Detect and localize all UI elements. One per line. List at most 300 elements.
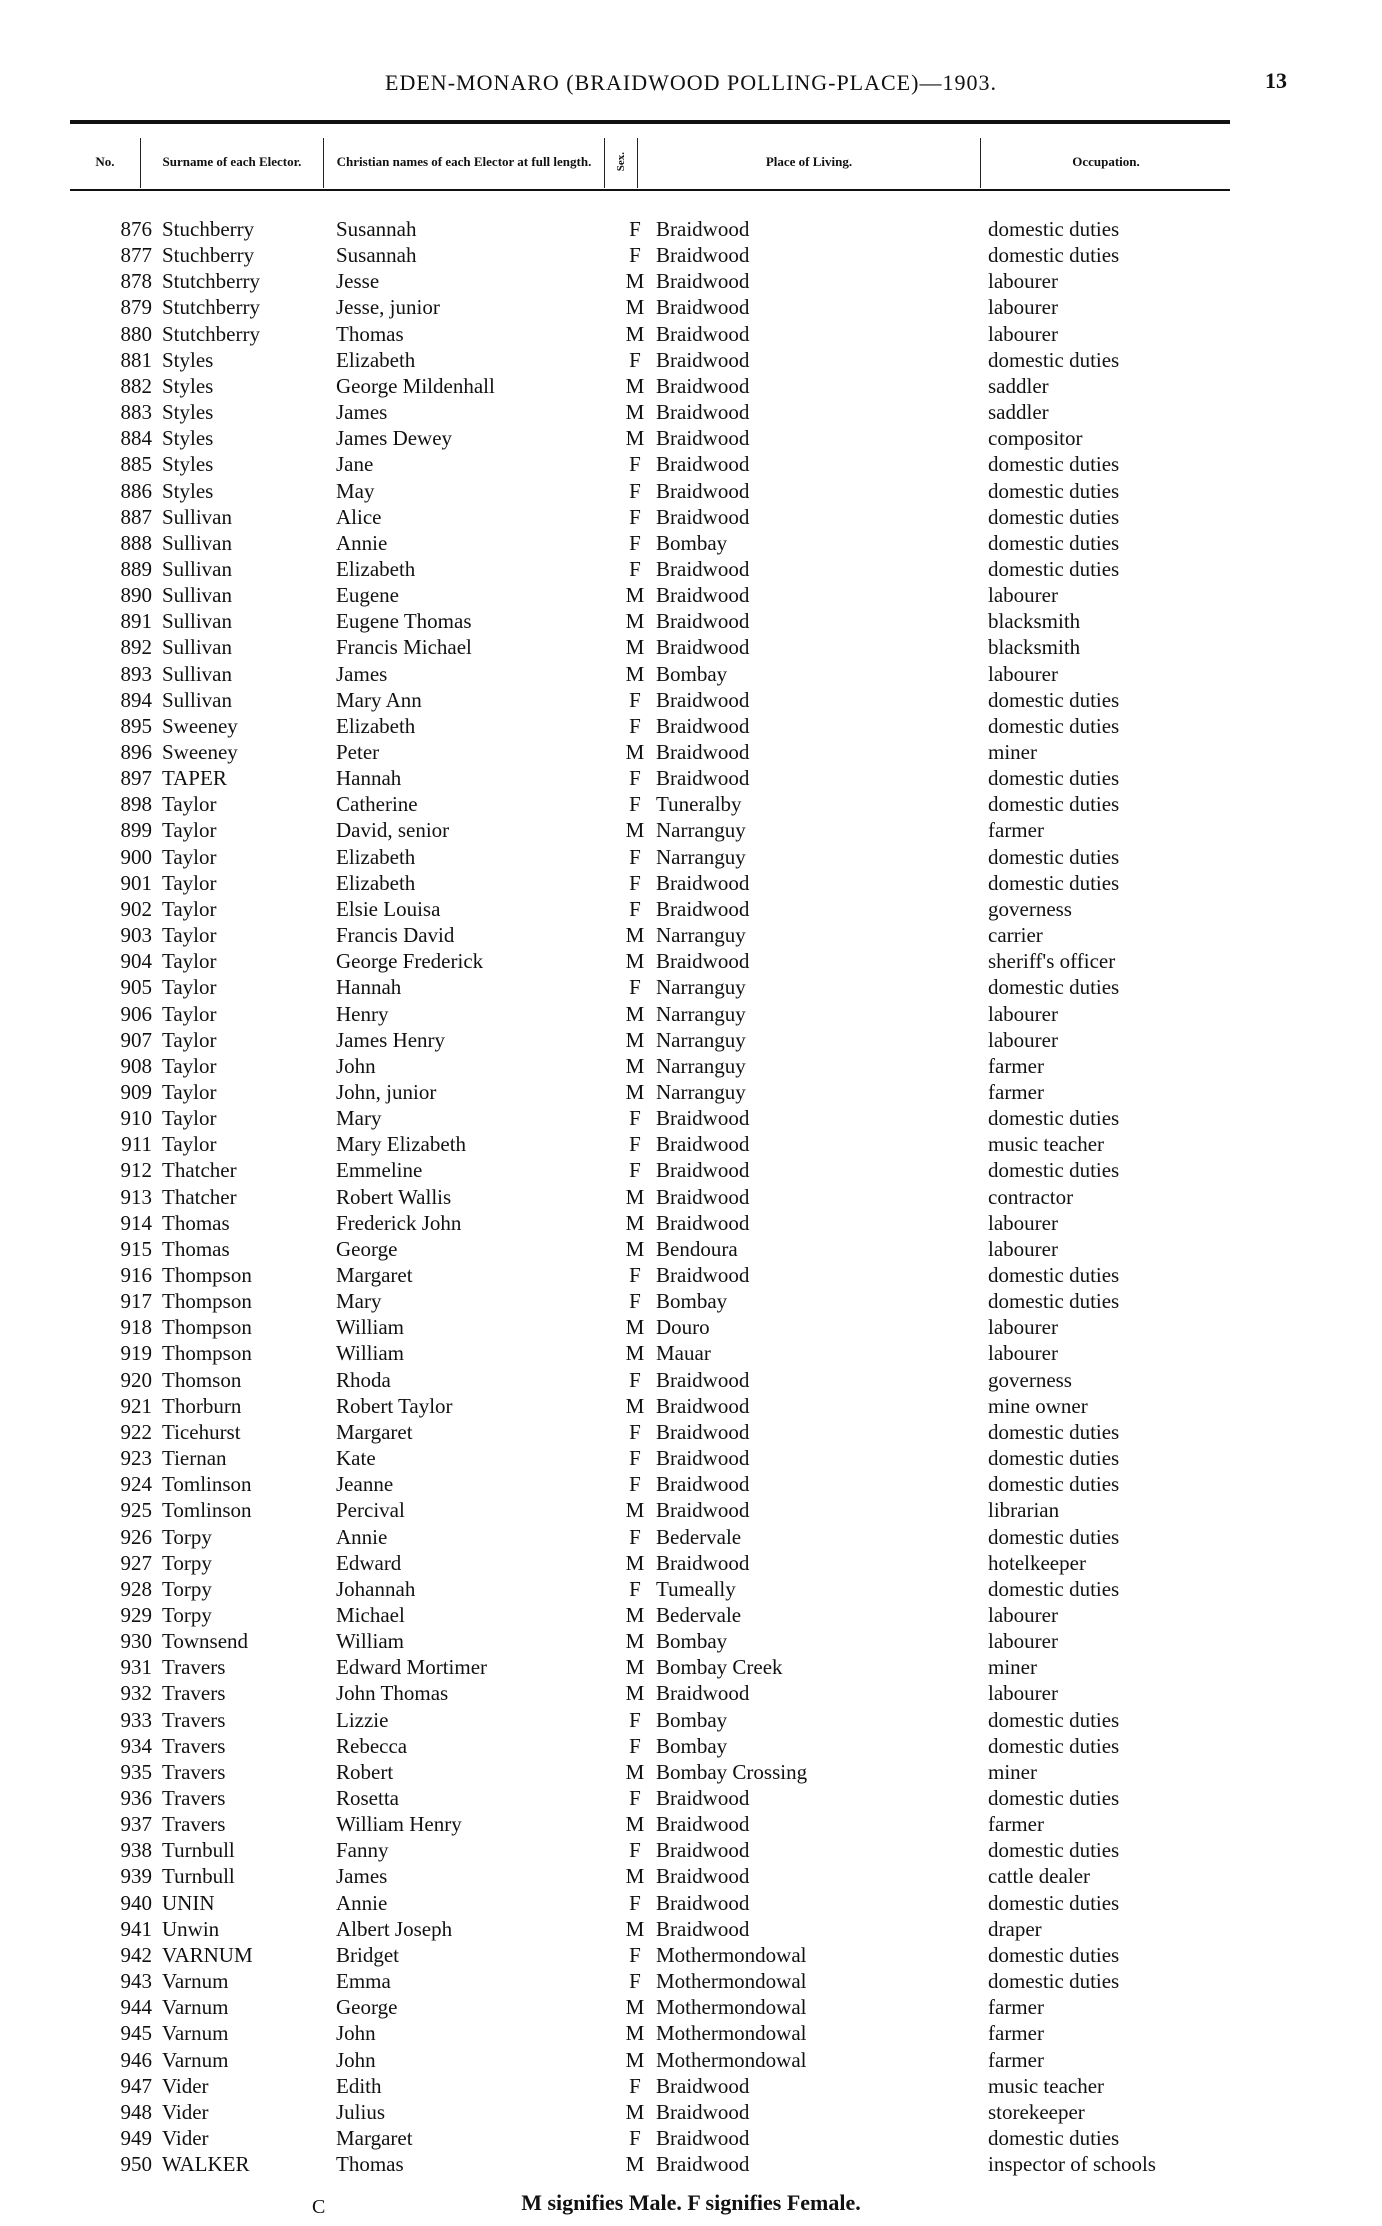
elector-sex: F (629, 687, 641, 712)
elector-occupation: domestic duties (988, 1942, 1120, 1967)
table-row (0, 268, 1382, 294)
table-row (0, 1863, 1382, 1889)
elector-christian-names: Bridget (336, 1942, 399, 1967)
elector-sex: M (625, 1210, 645, 1235)
elector-occupation: labourer (988, 1210, 1058, 1235)
elector-occupation: saddler (988, 400, 1049, 425)
elector-number: 915 (120, 1236, 152, 1261)
table-row (0, 896, 1382, 922)
elector-place-of-living: Braidwood (656, 2073, 750, 2098)
elector-place-of-living: Narranguy (656, 1079, 746, 1104)
elector-number: 927 (120, 1550, 152, 1575)
table-row (0, 216, 1382, 242)
elector-number: 914 (120, 1210, 152, 1235)
elector-place-of-living: Braidwood (656, 1472, 750, 1497)
elector-christian-names: John Thomas (336, 1681, 449, 1706)
elector-sex: F (629, 1524, 641, 1549)
elector-christian-names: James (336, 661, 388, 686)
column-divider (323, 138, 324, 188)
elector-surname: Taylor (162, 1027, 217, 1052)
elector-number: 944 (120, 1995, 152, 2020)
elector-christian-names: Thomas (336, 2152, 404, 2177)
elector-surname: Thompson (162, 1315, 252, 1340)
elector-place-of-living: Braidwood (656, 1132, 750, 1157)
elector-surname: Unwin (162, 1916, 220, 1941)
elector-sex: F (629, 713, 641, 738)
elector-occupation: labourer (988, 1602, 1058, 1627)
elector-sex: F (629, 2125, 641, 2150)
elector-occupation: domestic duties (988, 713, 1120, 738)
elector-sex: M (625, 1916, 645, 1941)
elector-place-of-living: Braidwood (656, 1890, 750, 1915)
elector-number: 921 (120, 1393, 152, 1418)
table-row (0, 347, 1382, 373)
elector-sex: F (629, 1419, 641, 1444)
table-row (0, 713, 1382, 739)
elector-christian-names: James Henry (336, 1027, 446, 1052)
elector-occupation: domestic duties (988, 844, 1120, 869)
table-row (0, 1367, 1382, 1393)
elector-surname: Travers (162, 1707, 226, 1732)
elector-place-of-living: Braidwood (656, 2099, 750, 2124)
elector-place-of-living: Braidwood (656, 2152, 750, 2177)
elector-number: 948 (120, 2099, 152, 2124)
elector-place-of-living: Braidwood (656, 609, 750, 634)
elector-place-of-living: Braidwood (656, 896, 750, 921)
elector-christian-names: Fanny (336, 1838, 389, 1863)
elector-christian-names: Edward (336, 1550, 402, 1575)
table-row (0, 451, 1382, 477)
elector-number: 947 (120, 2073, 152, 2098)
elector-surname: Thorburn (162, 1393, 242, 1418)
table-row (0, 478, 1382, 504)
elector-number: 911 (121, 1132, 152, 1157)
elector-christian-names: William (336, 1315, 404, 1340)
elector-sex: F (629, 1733, 641, 1758)
elector-sex: M (625, 818, 645, 843)
elector-number: 925 (120, 1498, 152, 1523)
elector-occupation: labourer (988, 321, 1058, 346)
table-row (0, 399, 1382, 425)
elector-sex: F (629, 896, 641, 921)
elector-sex: F (629, 504, 641, 529)
elector-christian-names: Elsie Louisa (336, 896, 441, 921)
elector-surname: Styles (162, 373, 214, 398)
elector-christian-names: Henry (336, 1001, 389, 1026)
table-row (0, 739, 1382, 765)
elector-christian-names: William Henry (336, 1812, 462, 1837)
elector-place-of-living: Douro (656, 1315, 710, 1340)
elector-sex: M (625, 1393, 645, 1418)
elector-christian-names: Lizzie (336, 1707, 389, 1732)
table-row (0, 1419, 1382, 1445)
table-row (0, 1236, 1382, 1262)
elector-place-of-living: Narranguy (656, 1053, 746, 1078)
column-divider (140, 138, 141, 188)
elector-christian-names: Frederick John (336, 1210, 462, 1235)
elector-number: 917 (120, 1289, 152, 1314)
elector-sex: M (625, 1550, 645, 1575)
elector-number: 912 (120, 1158, 152, 1183)
elector-place-of-living: Bombay (656, 1733, 728, 1758)
elector-surname: Stutchberry (162, 269, 260, 294)
elector-surname: Taylor (162, 923, 217, 948)
elector-christian-names: James (336, 1864, 388, 1889)
elector-place-of-living: Braidwood (656, 400, 750, 425)
elector-surname: Varnum (162, 1995, 229, 2020)
table-row (0, 844, 1382, 870)
elector-number: 905 (120, 975, 152, 1000)
elector-place-of-living: Mothermondowal (656, 2021, 807, 2046)
elector-occupation: farmer (988, 818, 1044, 843)
elector-place-of-living: Bombay (656, 661, 728, 686)
elector-place-of-living: Braidwood (656, 635, 750, 660)
table-row (0, 1184, 1382, 1210)
elector-sex: M (625, 1315, 645, 1340)
table-row (0, 1707, 1382, 1733)
elector-christian-names: Mary Elizabeth (336, 1132, 467, 1157)
column-header-sex-label: Sex. (615, 152, 627, 172)
elector-christian-names: Rosetta (336, 1786, 399, 1810)
elector-place-of-living: Braidwood (656, 1681, 750, 1706)
elector-number: 876 (120, 217, 152, 241)
table-row (0, 1994, 1382, 2020)
elector-christian-names: Elizabeth (336, 870, 416, 895)
elector-surname: Sullivan (162, 635, 233, 660)
elector-place-of-living: Braidwood (656, 1838, 750, 1863)
elector-place-of-living: Braidwood (656, 1550, 750, 1575)
elector-christian-names: James (336, 400, 388, 425)
elector-place-of-living: Braidwood (656, 1393, 750, 1418)
elector-sex: M (625, 1184, 645, 1209)
elector-christian-names: Annie (336, 1890, 388, 1915)
elector-number: 888 (120, 530, 152, 555)
elector-place-of-living: Braidwood (656, 1106, 750, 1131)
elector-place-of-living: Mothermondowal (656, 2047, 807, 2072)
elector-christian-names: Rhoda (336, 1367, 391, 1392)
elector-place-of-living: Bombay (656, 1707, 728, 1732)
column-header-no: No. (95, 154, 115, 169)
elector-sex: M (625, 269, 645, 294)
elector-occupation: domestic duties (988, 1524, 1120, 1549)
elector-christian-names: William (336, 1341, 404, 1366)
elector-surname: Thomas (162, 1210, 230, 1235)
elector-occupation: domestic duties (988, 452, 1120, 477)
table-row (0, 321, 1382, 347)
elector-christian-names: James Dewey (336, 426, 453, 451)
elector-sex: F (629, 844, 641, 869)
elector-occupation: domestic duties (988, 1472, 1120, 1497)
elector-number: 899 (120, 818, 152, 843)
elector-place-of-living: Braidwood (656, 321, 750, 346)
elector-occupation: labourer (988, 1001, 1058, 1026)
elector-number: 923 (120, 1446, 152, 1471)
table-row (0, 791, 1382, 817)
elector-surname: WALKER (162, 2152, 250, 2177)
elector-sex: M (625, 949, 645, 974)
elector-number: 939 (120, 1864, 152, 1889)
elector-place-of-living: Braidwood (656, 269, 750, 294)
elector-occupation: storekeeper (988, 2099, 1085, 2124)
elector-sex: F (629, 792, 641, 817)
elector-number: 891 (120, 609, 152, 634)
elector-occupation: domestic duties (988, 347, 1120, 372)
elector-number: 890 (120, 583, 152, 608)
elector-sex: F (629, 347, 641, 372)
elector-surname: Thatcher (162, 1184, 237, 1209)
elector-occupation: domestic duties (988, 243, 1120, 268)
elector-place-of-living: Bendoura (656, 1236, 738, 1261)
elector-place-of-living: Narranguy (656, 1027, 746, 1052)
elector-occupation: compositor (988, 426, 1083, 451)
elector-christian-names: Francis David (336, 923, 455, 948)
elector-number: 938 (120, 1838, 152, 1863)
elector-christian-names: Johannah (336, 1576, 416, 1601)
elector-place-of-living: Mothermondowal (656, 1995, 807, 2020)
elector-number: 910 (120, 1106, 152, 1131)
elector-christian-names: David, senior (336, 818, 450, 843)
elector-occupation: labourer (988, 1236, 1058, 1261)
elector-place-of-living: Braidwood (656, 1446, 750, 1471)
table-row (0, 2020, 1382, 2046)
elector-place-of-living: Braidwood (656, 583, 750, 608)
elector-occupation: farmer (988, 2047, 1044, 2072)
elector-sex: F (629, 556, 641, 581)
elector-number: 909 (120, 1079, 152, 1104)
elector-place-of-living: Bombay (656, 1289, 728, 1314)
elector-surname: Thompson (162, 1263, 252, 1287)
elector-surname: Taylor (162, 844, 217, 869)
elector-occupation: labourer (988, 661, 1058, 686)
elector-surname: Stutchberry (162, 295, 260, 320)
elector-sex: M (625, 583, 645, 608)
elector-christian-names: Eugene (336, 583, 399, 608)
elector-sex: F (629, 1106, 641, 1131)
elector-place-of-living: Bombay (656, 530, 728, 555)
elector-number: 936 (120, 1786, 152, 1810)
table-row (0, 1340, 1382, 1366)
elector-surname: Taylor (162, 949, 217, 974)
table-row (0, 1079, 1382, 1105)
column-divider (637, 138, 638, 188)
elector-sex: M (625, 1864, 645, 1889)
elector-sex: F (629, 1786, 641, 1810)
table-row (0, 1733, 1382, 1759)
elector-number: 935 (120, 1759, 152, 1784)
elector-occupation: sheriff's officer (988, 949, 1116, 974)
elector-surname: Torpy (162, 1602, 212, 1627)
table-row (0, 1916, 1382, 1942)
elector-occupation: farmer (988, 1053, 1044, 1078)
elector-occupation: labourer (988, 1027, 1058, 1052)
elector-sex: F (629, 1132, 641, 1157)
table-row (0, 1785, 1382, 1811)
elector-sex: M (625, 1341, 645, 1366)
elector-place-of-living: Braidwood (656, 1184, 750, 1209)
table-row (0, 1497, 1382, 1523)
elector-occupation: domestic duties (988, 1576, 1120, 1601)
elector-surname: Sullivan (162, 530, 233, 555)
table-row (0, 504, 1382, 530)
elector-occupation: domestic duties (988, 1838, 1120, 1863)
elector-sex: M (625, 740, 645, 764)
elector-place-of-living: Bedervale (656, 1524, 742, 1549)
elector-occupation: contractor (988, 1184, 1074, 1209)
elector-occupation: hotelkeeper (988, 1550, 1086, 1575)
elector-occupation: blacksmith (988, 609, 1081, 634)
elector-place-of-living: Narranguy (656, 923, 746, 948)
elector-christian-names: Robert (336, 1759, 394, 1784)
elector-place-of-living: Narranguy (656, 818, 746, 843)
elector-occupation: miner (988, 1759, 1037, 1784)
elector-sex: M (625, 661, 645, 686)
elector-number: 896 (120, 740, 152, 764)
elector-number: 882 (120, 373, 152, 398)
elector-christian-names: Mary (336, 1106, 382, 1131)
elector-occupation: domestic duties (988, 792, 1120, 817)
table-row (0, 530, 1382, 556)
elector-place-of-living: Braidwood (656, 556, 750, 581)
table-row (0, 1602, 1382, 1628)
header-rule (70, 120, 1230, 124)
column-headers (70, 138, 1230, 186)
elector-number: 932 (120, 1681, 152, 1706)
elector-place-of-living: Bedervale (656, 1602, 742, 1627)
elector-number: 919 (120, 1341, 152, 1366)
elector-christian-names: Jane (336, 452, 374, 477)
table-row (0, 1288, 1382, 1314)
elector-christian-names: George (336, 1236, 398, 1261)
elector-occupation: domestic duties (988, 504, 1120, 529)
elector-surname: Sullivan (162, 661, 233, 686)
elector-number: 922 (120, 1419, 152, 1444)
elector-number: 942 (120, 1942, 152, 1967)
elector-sex: F (629, 1969, 641, 1994)
elector-surname: Thompson (162, 1341, 252, 1366)
elector-place-of-living: Tuneralby (656, 792, 742, 817)
elector-place-of-living: Braidwood (656, 478, 750, 503)
elector-christian-names: Edith (336, 2073, 382, 2098)
elector-sex: M (625, 1236, 645, 1261)
elector-christian-names: John (336, 2047, 376, 2072)
elector-occupation: domestic duties (988, 1289, 1120, 1314)
elector-place-of-living: Braidwood (656, 713, 750, 738)
elector-place-of-living: Braidwood (656, 426, 750, 451)
elector-christian-names: Peter (336, 740, 380, 764)
elector-surname: Thatcher (162, 1158, 237, 1183)
column-header-sex (606, 138, 636, 186)
elector-sex: M (625, 2152, 645, 2177)
elector-sex: M (625, 1681, 645, 1706)
elector-number: 928 (120, 1576, 152, 1601)
table-row (0, 2047, 1382, 2073)
elector-surname: Turnbull (162, 1864, 235, 1889)
elector-number: 949 (120, 2125, 152, 2150)
elector-christian-names: Jesse, junior (336, 295, 440, 320)
elector-christian-names: Albert Joseph (336, 1916, 453, 1941)
table-row (0, 948, 1382, 974)
elector-number: 929 (120, 1602, 152, 1627)
elector-surname: Tiernan (162, 1446, 227, 1471)
elector-sex: M (625, 1027, 645, 1052)
elector-number: 894 (120, 687, 152, 712)
table-row (0, 1890, 1382, 1916)
table-row (0, 1445, 1382, 1471)
elector-surname: Tomlinson (162, 1498, 252, 1523)
elector-number: 934 (120, 1733, 152, 1758)
elector-occupation: labourer (988, 1681, 1058, 1706)
elector-number: 920 (120, 1367, 152, 1392)
elector-occupation: labourer (988, 1629, 1058, 1654)
elector-occupation: music teacher (988, 2073, 1105, 2098)
elector-christian-names: Margaret (336, 1419, 413, 1444)
elector-sex: M (625, 1629, 645, 1654)
elector-place-of-living: Narranguy (656, 844, 746, 869)
elector-number: 904 (120, 949, 152, 974)
elector-sex: F (629, 2073, 641, 2098)
elector-sex: F (629, 1707, 641, 1732)
elector-place-of-living: Braidwood (656, 1864, 750, 1889)
elector-place-of-living: Braidwood (656, 1158, 750, 1183)
elector-occupation: inspector of schools (988, 2152, 1156, 2177)
table-row (0, 373, 1382, 399)
elector-sex: F (629, 478, 641, 503)
elector-place-of-living: Braidwood (656, 1419, 750, 1444)
elector-surname: Varnum (162, 2021, 229, 2046)
elector-number: 907 (120, 1027, 152, 1052)
elector-sex: F (629, 1158, 641, 1183)
table-row (0, 1001, 1382, 1027)
elector-surname: Torpy (162, 1524, 212, 1549)
elector-place-of-living: Narranguy (656, 975, 746, 1000)
table-row (0, 1550, 1382, 1576)
elector-christian-names: George Mildenhall (336, 373, 495, 398)
elector-sex: F (629, 975, 641, 1000)
elector-number: 900 (120, 844, 152, 869)
elector-sex: M (625, 295, 645, 320)
elector-occupation: domestic duties (988, 766, 1120, 791)
elector-surname: Travers (162, 1733, 226, 1758)
elector-number: 889 (120, 556, 152, 581)
column-header-occupation: Occupation. (1072, 154, 1140, 169)
elector-surname: Taylor (162, 975, 217, 1000)
elector-place-of-living: Mothermondowal (656, 1942, 807, 1967)
column-header-place: Place of Living. (765, 154, 853, 169)
elector-christian-names: Susannah (336, 217, 417, 241)
column-divider (604, 138, 605, 188)
table-row (0, 294, 1382, 320)
elector-christian-names: Annie (336, 530, 388, 555)
table-row (0, 1471, 1382, 1497)
table-row (0, 1576, 1382, 1602)
elector-surname: Vider (162, 2099, 209, 2124)
elector-surname: Travers (162, 1812, 226, 1837)
elector-surname: Turnbull (162, 1838, 235, 1863)
elector-christian-names: Edward Mortimer (336, 1655, 488, 1680)
elector-sex: F (629, 1263, 641, 1287)
elector-occupation: domestic duties (988, 530, 1120, 555)
elector-number: 941 (120, 1916, 152, 1941)
elector-place-of-living: Braidwood (656, 217, 750, 241)
elector-occupation: miner (988, 1655, 1037, 1680)
elector-sex: F (629, 1942, 641, 1967)
table-row (0, 1131, 1382, 1157)
elector-surname: Taylor (162, 1106, 217, 1131)
elector-surname: Sweeney (162, 713, 238, 738)
elector-place-of-living: Braidwood (656, 1263, 750, 1287)
column-divider (980, 138, 981, 188)
elector-number: 918 (120, 1315, 152, 1340)
